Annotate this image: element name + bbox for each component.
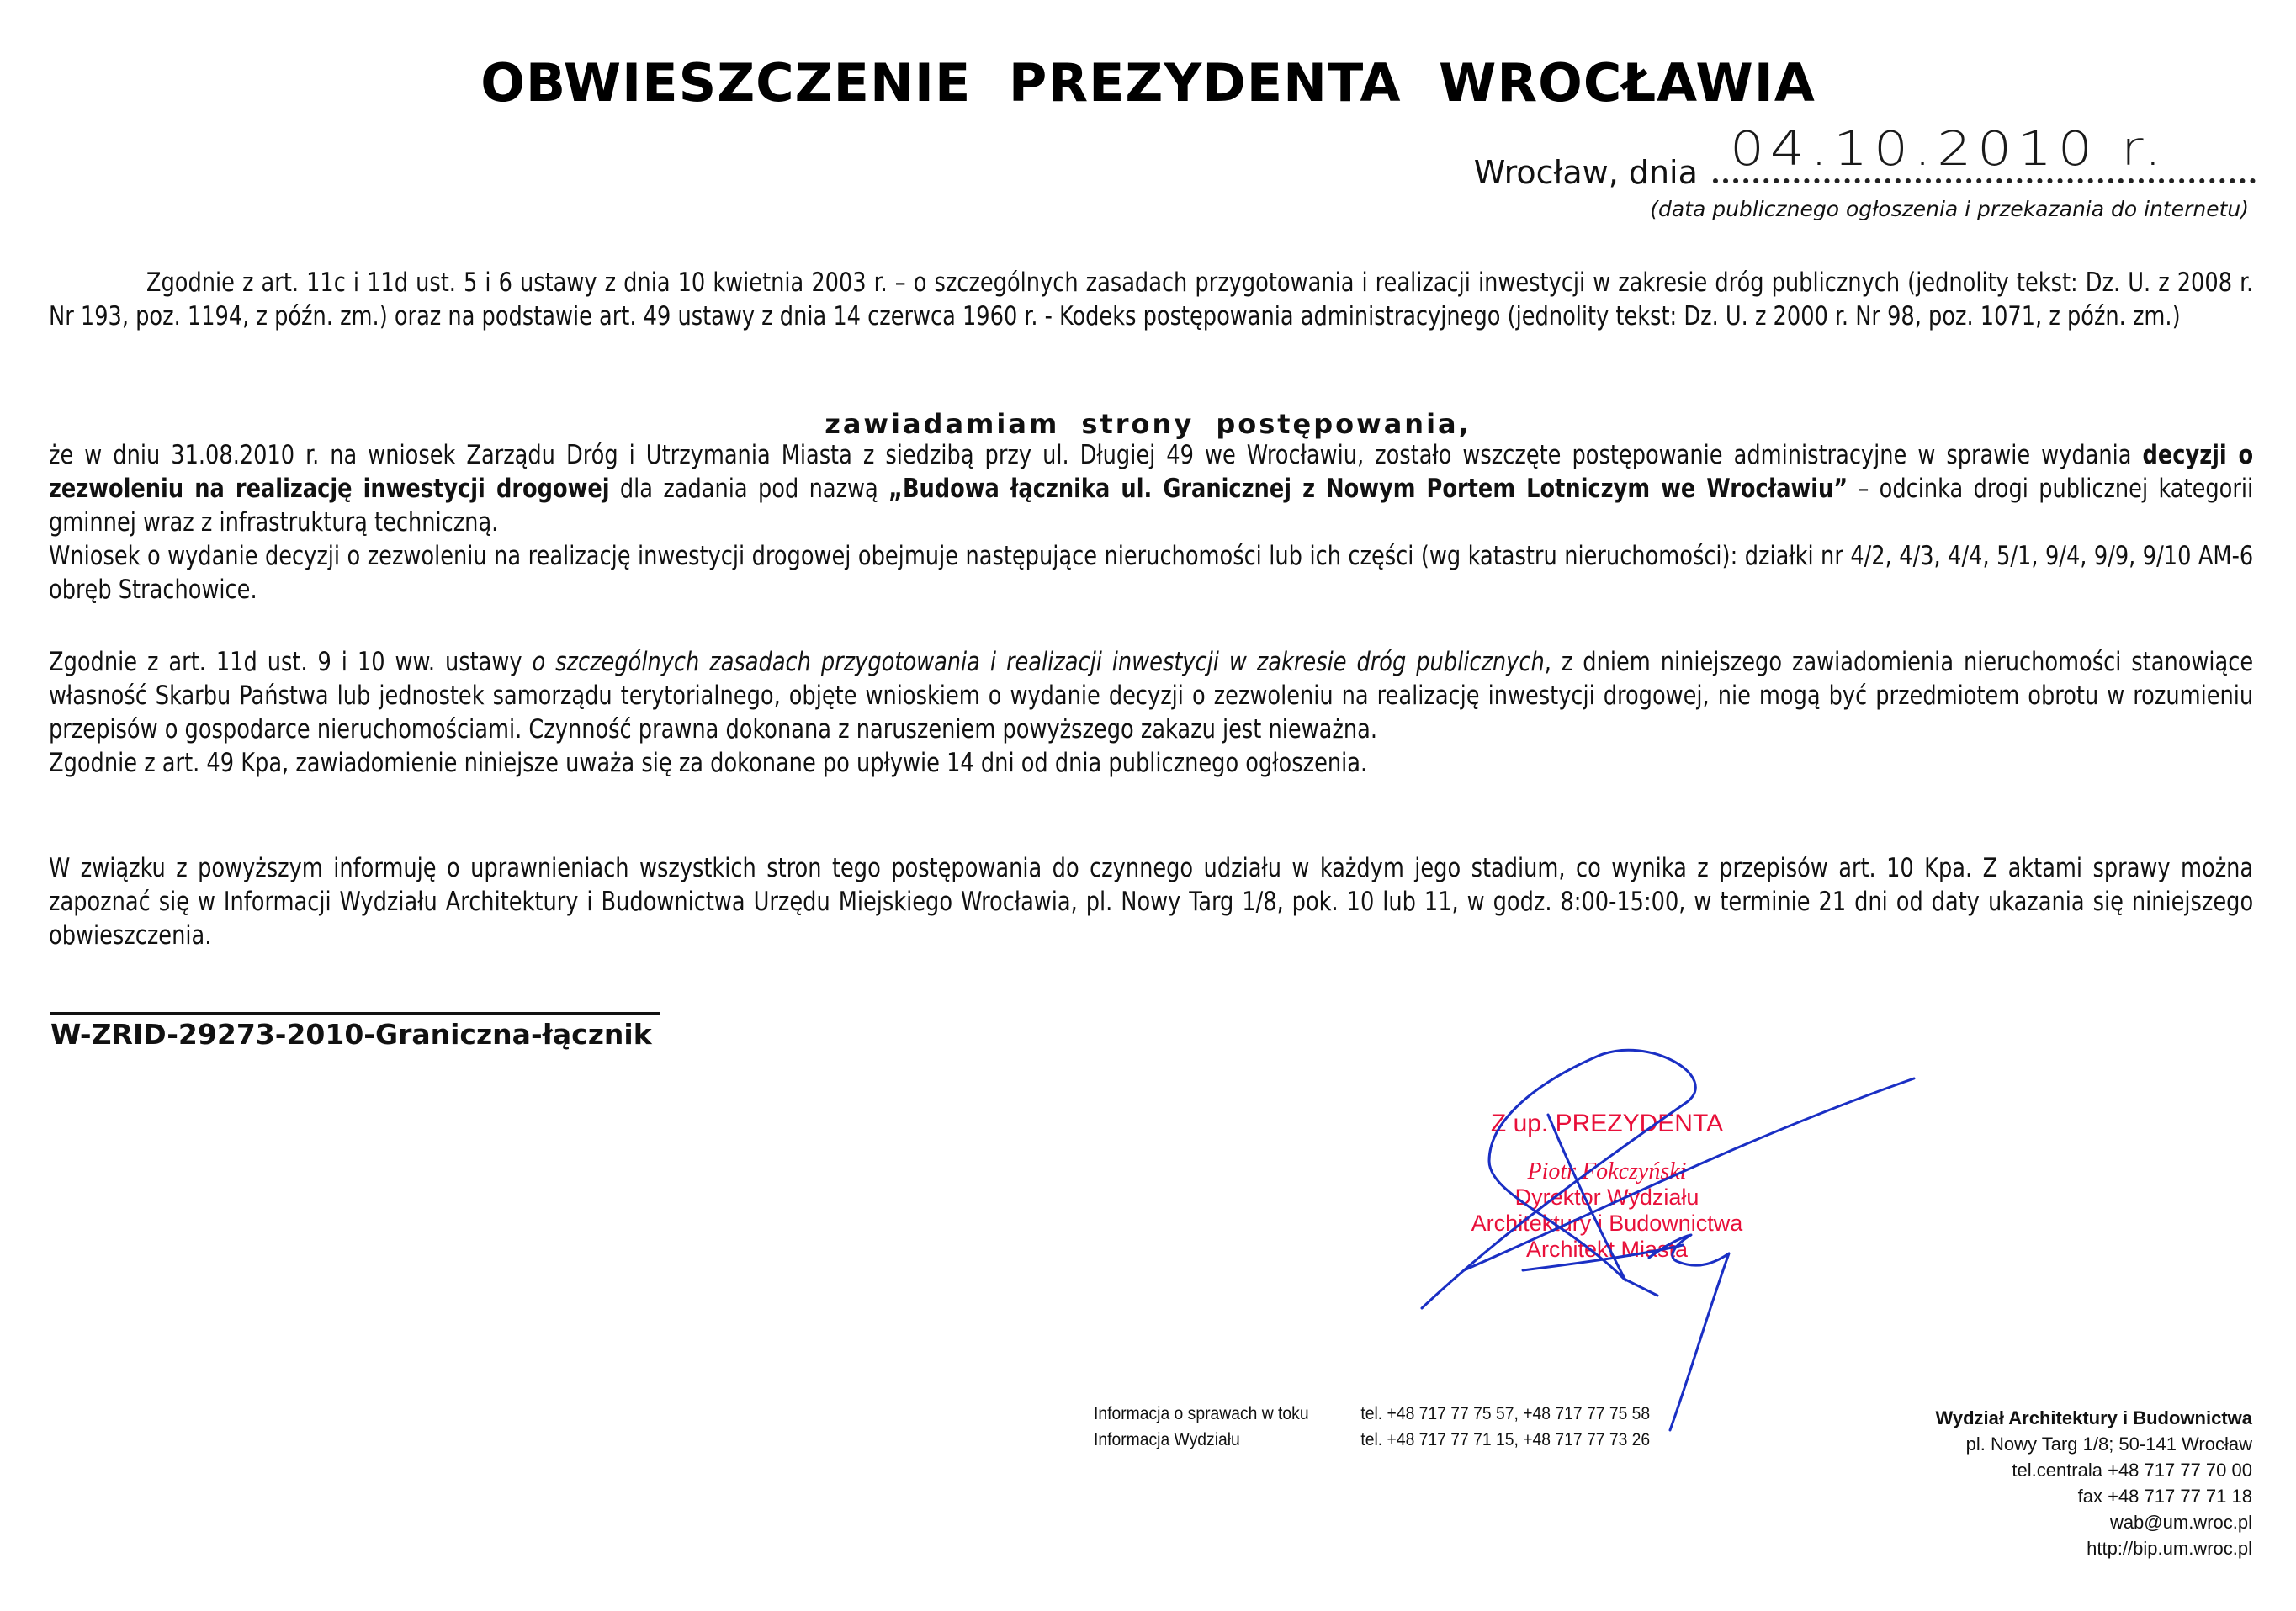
rights-section (49, 851, 2253, 952)
proceedings-section (49, 438, 2253, 607)
case-reference: W-ZRID-29273-2010-Graniczna-łącznik (50, 1018, 652, 1051)
footer-contacts (1094, 1401, 1650, 1453)
document-title: OBWIESZCZENIE PREZYDENTA WROCŁAWIA (480, 52, 1816, 114)
restrictions-text-2: , z dniem niniejszego zawiadomienia nieruchomości stanowiące własność Skarbu Państwa lub jednostek samorządu terytorialnego, objęte wnioskiem o wydanie decyzji o zezwoleniu na realizację inwestycji drogowej, nie mogą być przedmiotem obrotu w rozumieniu przepisów o gospodarce nieruchomościami. Czynność prawna dokonana z naruszeniem powyższego zakazu jest nieważna. (49, 647, 2254, 745)
contact-phones: tel. +48 717 77 75 57, +48 717 77 75 58 (1360, 1404, 1651, 1423)
contact-phones: tel. +48 717 77 71 15, +48 717 77 73 26 (1360, 1430, 1651, 1449)
reference-divider (50, 1012, 660, 1015)
paragraph-rights: W związku z powyższym informuję o uprawnieniach wszystkich stron tego postępowania do czynnego udziału w każdym jego stadium, co wynika z przepisów art. 10 Kpa. Z aktami sprawy można zapoznać się w Informacji Wydziału Architektury i Budownictwa Urzędu Miejskiego Wrocławia, pl. Nowy Targ 1/8, pok. 10 lub 11, w godz. 8:00-15:00, w terminie 21 dni od daty ukazania się niniejszego obwieszczenia. (49, 853, 2254, 951)
proceedings-text-2: dla zadania pod nazwą (609, 474, 889, 504)
paragraph-legal-basis: Zgodnie z art. 11c i 11d ust. 5 i 6 ustawy z dnia 10 kwietnia 2003 r. – o szczególnych zasadach przygotowania i realizacji inwestycji w zakresie dróg publicznych (jednolity tekst: Dz. U. z 2008 r. Nr 193, poz. 1194, z późn. zm.) oraz na podstawie art. 49 ustawy z dnia 14 czerwca 1960 r. - Kodeks postępowania administracyjnego (jednolity tekst: Dz. U. z 2000 r. Nr 98, poz. 1071, z późn. zm.) (49, 268, 2254, 331)
stamp-department: Architektury i Budownictwa (1471, 1211, 1743, 1236)
contact-row (1094, 1427, 1650, 1453)
stamp-position: Dyrektor Wydziału (1514, 1184, 1699, 1210)
contact-label: Informacja o sprawach w toku (1094, 1404, 1309, 1423)
paragraph-notice-effect: Zgodnie z art. 49 Kpa, zawiadomienie niniejsze uważa się za dokonane po upływie 14 dni od dnia publicznego ogłoszenia. (49, 748, 1368, 778)
date-line (1473, 122, 2256, 191)
stamp-name: Piotr Fokczyński (1527, 1158, 1687, 1184)
contact-row (1094, 1401, 1650, 1427)
official-stamp (1422, 1110, 1792, 1263)
decision-type: decyzji o zezwoleniu na realizację inwestycji drogowej (49, 440, 2254, 504)
announcement-heading: zawiadamiam strony postępowania, (825, 408, 1471, 440)
stamp-authorization: Z up. PREZYDENTA (1490, 1110, 1724, 1137)
office-website[interactable]: http://bip.um.wroc.pl (2087, 1538, 2252, 1559)
paragraph-parcels: Wniosek o wydanie decyzji o zezwoleniu na realizację inwestycji drogowej obejmuje następujące nieruchomości lub ich części (wg katastru nieruchomości): działki nr 4/2, 4/3, 4/4, 5/1, 9/4, 9/9, 9/10 AM-6 obręb Strachowice. (49, 541, 2254, 605)
proceedings-text-3: – odcinka drogi publicznej kategorii gminnej wraz z infrastrukturą techniczną. (49, 474, 2254, 538)
stamp-title: Architekt Miasta (1525, 1237, 1689, 1262)
office-phone: tel.centrala +48 717 77 70 00 (2012, 1460, 2252, 1481)
restrictions-text-1: Zgodnie z art. 11d ust. 9 i 10 ww. ustawy (49, 647, 533, 677)
office-fax: fax +48 717 77 71 18 (2077, 1486, 2252, 1507)
office-name: Wydział Architektury i Budownictwa (1935, 1407, 2252, 1428)
signature-stroke-tail (1649, 1235, 1729, 1430)
contact-label: Informacja Wydziału (1094, 1430, 1240, 1449)
paragraph-proceedings (49, 438, 2253, 539)
place-label: Wrocław, dnia (1473, 154, 1698, 191)
legal-basis-paragraph (49, 266, 2253, 333)
date-caption: (data publicznego ogłoszenia i przekazania do internetu) (1650, 197, 2249, 221)
handwritten-date: 04.10.2010 r. (1730, 122, 2167, 177)
act-title: o szczególnych zasadach przygotowania i realizacji inwestycji w zakresie dróg publicznych (532, 647, 1545, 677)
restrictions-section (49, 645, 2253, 780)
date-dotted-field (1713, 122, 2256, 183)
proceedings-text-1: że w dniu 31.08.2010 r. na wniosek Zarządu Dróg i Utrzymania Miasta z siedzibą przy ul. Długiej 49 we Wrocławiu, zostało wszczęte postępowanie administracyjne w sprawie wydania (49, 440, 2143, 470)
footer-office (1935, 1405, 2252, 1561)
project-name: „Budowa łącznika ul. Granicznej z Nowym Portem Lotniczym we Wrocławiu” (888, 474, 1848, 504)
office-address: pl. Nowy Targ 1/8; 50-141 Wrocław (1965, 1433, 2252, 1455)
office-email[interactable]: wab@um.wroc.pl (2109, 1512, 2252, 1533)
paragraph-restrictions (49, 645, 2253, 746)
